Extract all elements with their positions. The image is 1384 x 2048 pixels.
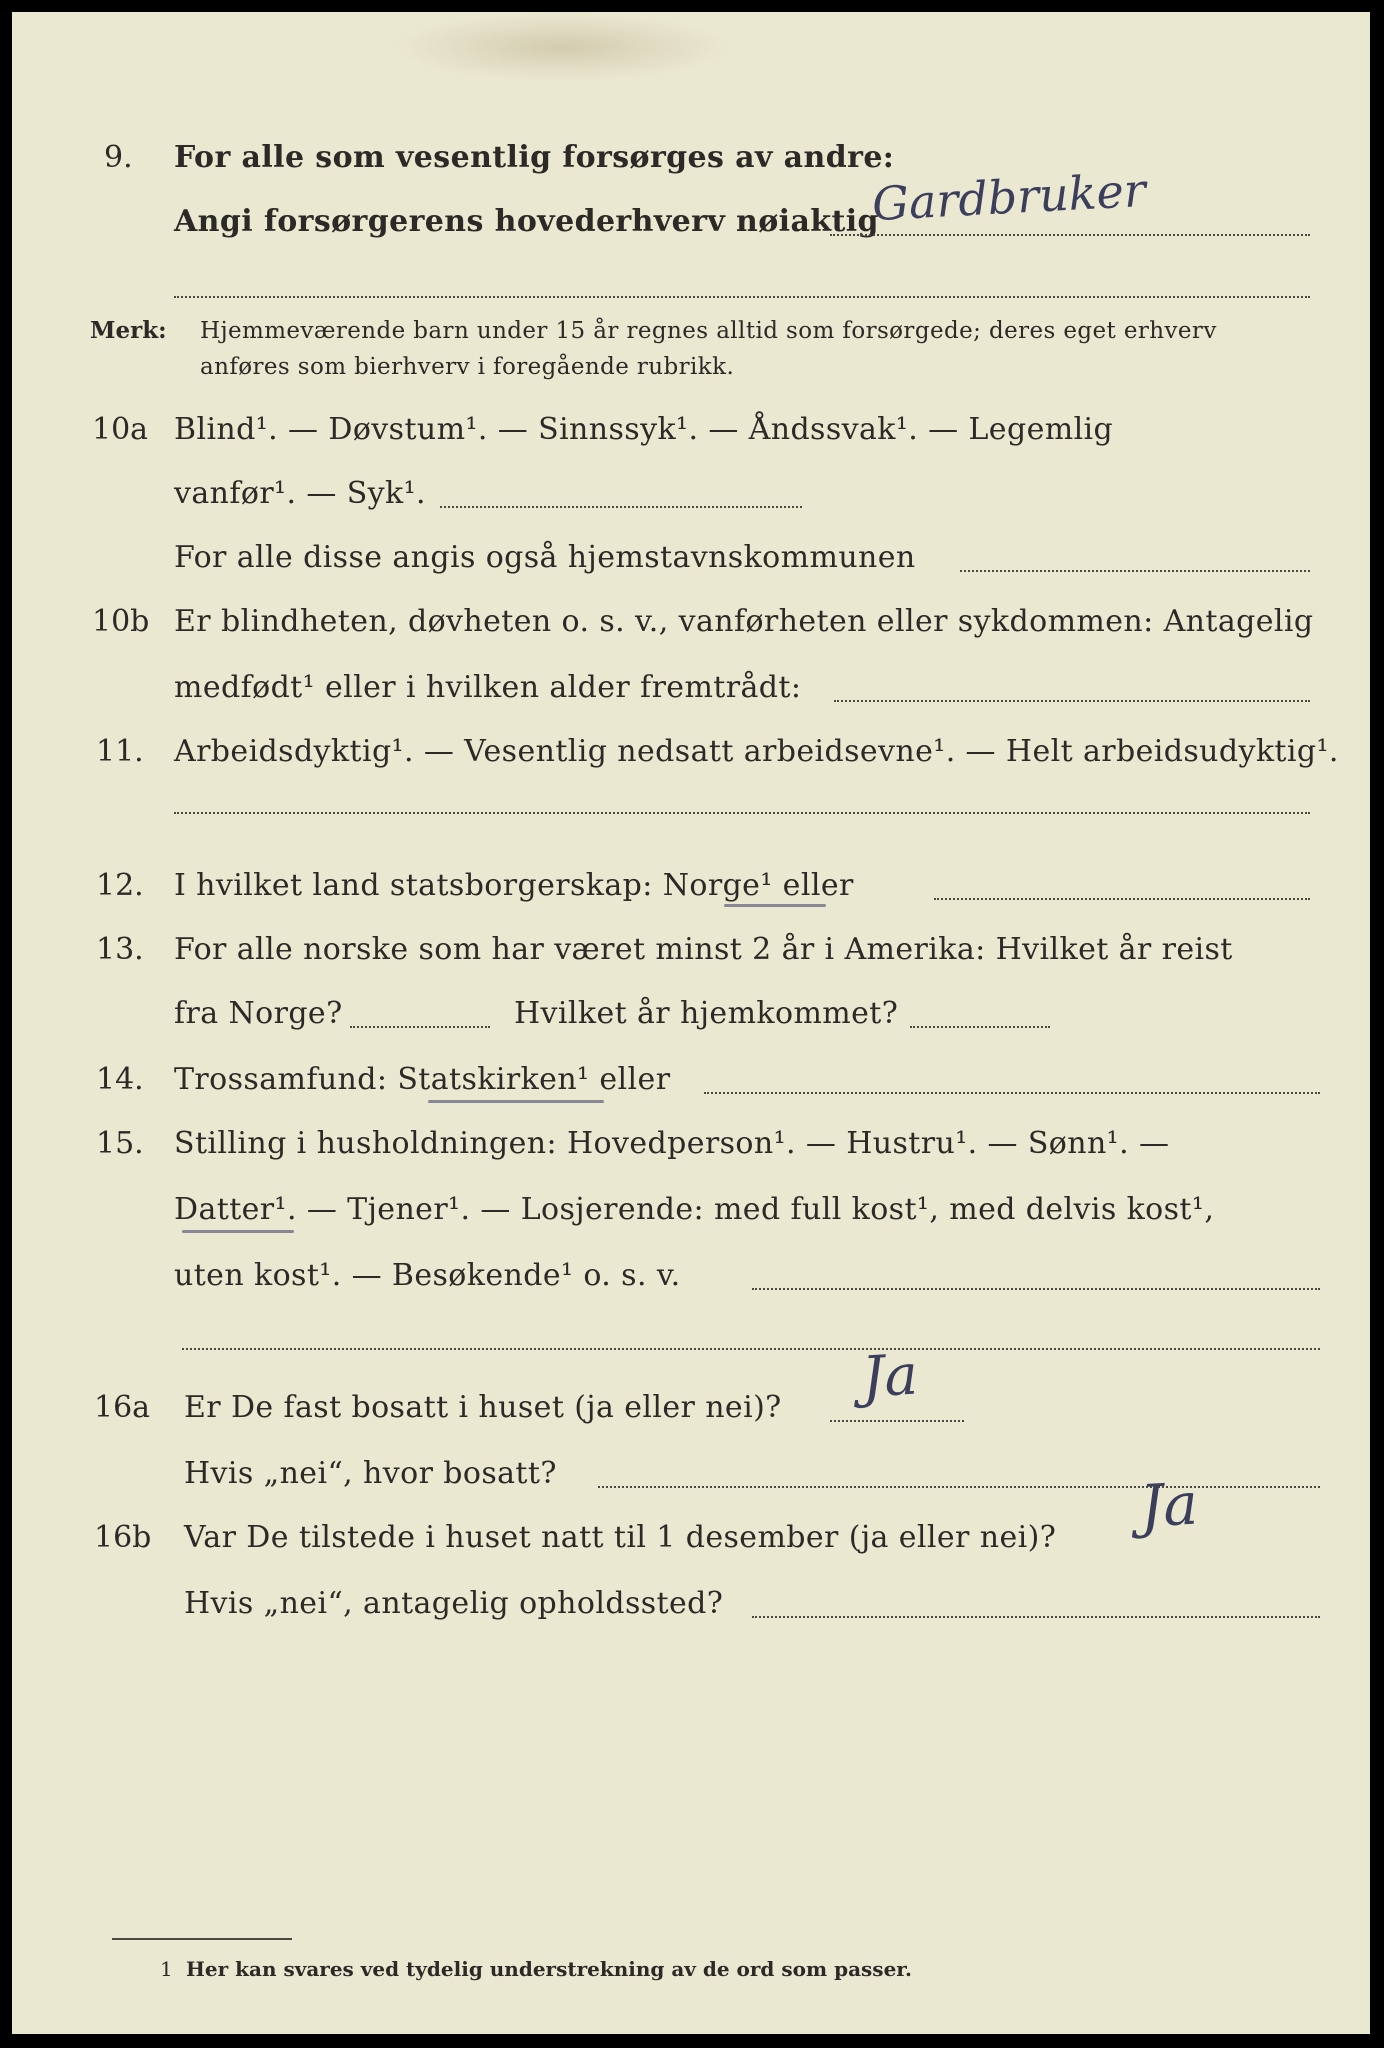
q10a-line3: For alle disse angis også hjemstavnskommunen bbox=[174, 540, 916, 575]
q10a-number: 10a bbox=[92, 412, 149, 447]
q16b-number: 16b bbox=[94, 1520, 152, 1555]
q15-line1: Stilling i husholdningen: Hovedperson¹. — Hustru¹. — Sønn¹. — bbox=[174, 1126, 1170, 1161]
q14-number: 14. bbox=[96, 1062, 144, 1097]
q14-statskirken-underline bbox=[428, 1100, 604, 1103]
census-form-page bbox=[12, 12, 1370, 2034]
q13-reist-line bbox=[350, 1026, 490, 1028]
q12-answer-line bbox=[934, 898, 1310, 900]
q15-line3: uten kost¹. — Besøkende¹ o. s. v. bbox=[174, 1258, 681, 1293]
q9-handwritten-answer: Gardbruker bbox=[870, 162, 1147, 232]
q9-line2: Angi forsørgerens hovederhverv nøiaktig bbox=[174, 204, 879, 239]
q10a-syk-line bbox=[440, 506, 802, 508]
q16a-line1: Er De fast bosatt i huset (ja eller nei)? bbox=[184, 1390, 782, 1425]
q10a-kommune-line bbox=[960, 570, 1310, 572]
footnote-mark: 1 bbox=[160, 1957, 173, 1981]
q12-norge-underline bbox=[724, 904, 826, 907]
q15-extra-line bbox=[182, 1348, 1320, 1350]
q16b-opholdssted-line bbox=[752, 1616, 1320, 1618]
q10a-line1: Blind¹. — Døvstum¹. — Sinnssyk¹. — Åndssvak¹. — Legemlig bbox=[174, 412, 1114, 447]
merk-label: Merk: bbox=[90, 317, 167, 344]
q16a-line2: Hvis „nei“, hvor bosatt? bbox=[184, 1456, 557, 1491]
q12-line1: I hvilket land statsborgerskap: Norge¹ eller bbox=[174, 868, 854, 903]
q10b-number: 10b bbox=[92, 604, 150, 639]
q10a-line2: vanfør¹. — Syk¹. bbox=[174, 476, 426, 511]
q13-line1: For alle norske som har været minst 2 år i Amerika: Hvilket år reist bbox=[174, 932, 1233, 967]
q9-extra-line bbox=[174, 296, 1310, 298]
q15-datter-underline bbox=[182, 1230, 294, 1233]
paper-stain bbox=[392, 12, 732, 82]
q9-answer-line bbox=[830, 234, 1310, 236]
footnote-text: Her kan svares ved tydelig understrekning av de ord som passer. bbox=[186, 1957, 912, 1981]
q16a-number: 16a bbox=[94, 1390, 151, 1425]
q13-line2b: Hvilket år hjemkommet? bbox=[514, 996, 899, 1031]
q11-answer-line bbox=[174, 812, 1310, 814]
q11-number: 11. bbox=[96, 734, 144, 769]
q16a-handwritten-answer: Ja bbox=[860, 1342, 920, 1411]
q12-number: 12. bbox=[96, 868, 144, 903]
merk-line1: Hjemmeværende barn under 15 år regnes alltid som forsørgede; deres eget erhverv bbox=[200, 318, 1217, 344]
q16a-bosatt-line bbox=[598, 1486, 1320, 1488]
q15-line2: Datter¹. — Tjener¹. — Losjerende: med full kost¹, med delvis kost¹, bbox=[174, 1192, 1215, 1227]
q16b-handwritten-answer: Ja bbox=[1138, 1469, 1200, 1541]
q15-number: 15. bbox=[96, 1126, 144, 1161]
q10b-line2: medfødt¹ eller i hvilken alder fremtrådt: bbox=[174, 670, 802, 705]
q14-answer-line bbox=[704, 1092, 1320, 1094]
q9-number: 9. bbox=[104, 140, 133, 175]
q14-line1: Trossamfund: Statskirken¹ eller bbox=[174, 1062, 671, 1097]
q16a-answer-line bbox=[830, 1420, 964, 1422]
q13-number: 13. bbox=[96, 932, 144, 967]
footnote-rule bbox=[112, 1938, 292, 1940]
q13-line2a: fra Norge? bbox=[174, 996, 343, 1031]
q10b-answer-line bbox=[834, 700, 1310, 702]
merk-line2: anføres som bierhverv i foregående rubrikk. bbox=[200, 354, 735, 380]
q10b-line1: Er blindheten, døvheten o. s. v., vanførheten eller sykdommen: Antagelig bbox=[174, 604, 1314, 639]
q16b-line1: Var De tilstede i huset natt til 1 desember (ja eller nei)? bbox=[184, 1520, 1057, 1555]
q11-line1: Arbeidsdyktig¹. — Vesentlig nedsatt arbeidsevne¹. — Helt arbeidsudyktig¹. bbox=[174, 734, 1339, 769]
q16b-line2: Hvis „nei“, antagelig opholdssted? bbox=[184, 1586, 724, 1621]
q9-line1: For alle som vesentlig forsørges av andre: bbox=[174, 140, 895, 175]
q15-answer-line bbox=[752, 1288, 1320, 1290]
q13-hjemkommet-line bbox=[910, 1026, 1050, 1028]
